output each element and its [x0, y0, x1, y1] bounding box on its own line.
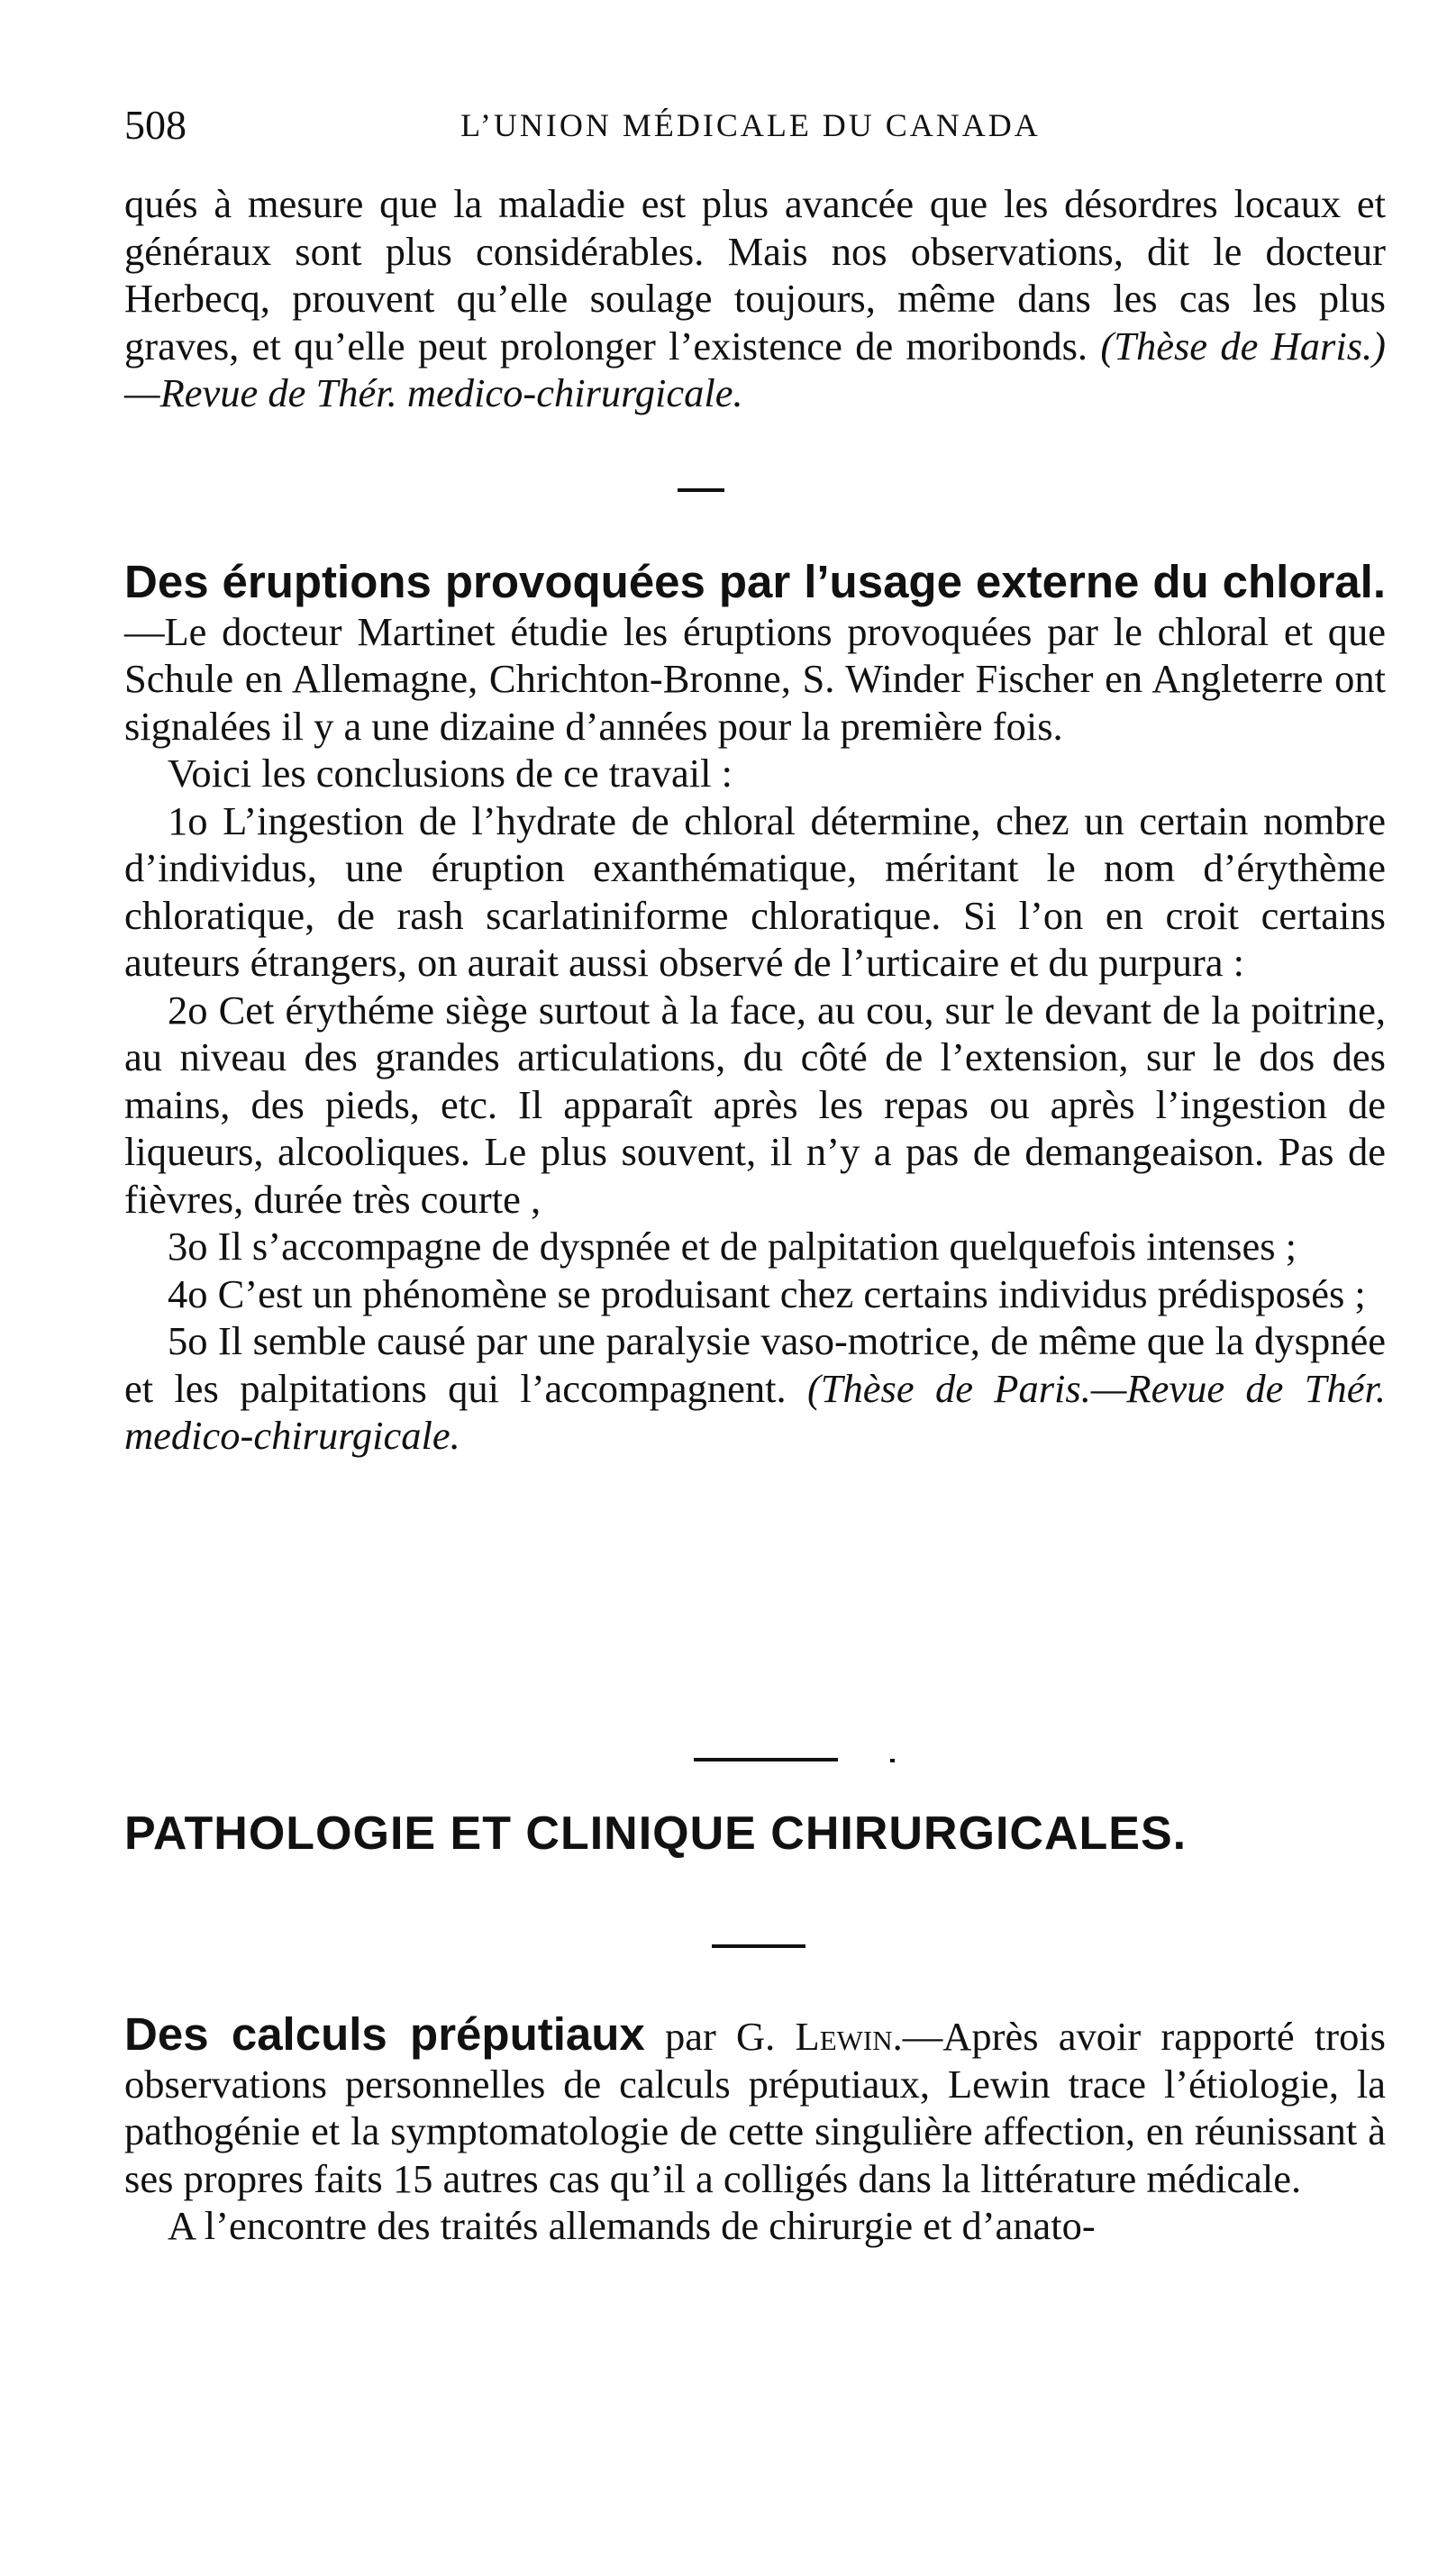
running-title: L’UNION MÉDICALE DU CANADA: [460, 107, 1041, 143]
article-intro: —Après avoir rapporté trois observations personnelles de calculs préputiaux, Lewin trace l’étiologie, la pathogénie et la symptomatologie de cette singulière affection, en réunissant à ses propres faits 15 autres cas qu’il a colligés dans la littérature médicale.: [124, 2014, 1387, 2201]
article-title: Des éruptions provoquées par l’usage externe du chloral.: [124, 556, 1386, 607]
conclusion-item: 5o Il semble causé par une paralysie vaso-motrice, de même que la dyspnée et les palpitations qui l’accompagnent.: [124, 1318, 1386, 1411]
article-paragraph: A l’encontre des traités allemands de chirurgie et d’anato-: [168, 2203, 1096, 2248]
conclusions-lead: Voici les conclusions de ce travail :: [168, 751, 733, 796]
continuation-text: qués à mesure que la maladie est plus avancée que les désordres locaux et généraux sont plus considérables. Mais nos observations, dit le docteur Herbecq, prouvent qu’elle soulage toujours, même dans les cas les plus graves, et qu’elle peut prolonger l’existence de moribonds.: [124, 181, 1386, 369]
article-eruptions: [124, 556, 1387, 1460]
article-intro: —Le docteur Martinet étudie les éruptions provoquées par le chloral et que Schule en Allemagne, Chrichton-Bronne, S. Winder Fischer en Angleterre ont signalées il y a une dizaine d’années pour la première fois.: [124, 608, 1386, 749]
article-citation: (Thèse de Paris.—Revue de Thér. medico-chirurgicale.: [124, 1365, 1387, 1458]
conclusion-item: 4o C’est un phénomène se produisant chez certains individus prédisposés ;: [168, 1270, 1366, 1316]
separator-rule: [712, 1944, 805, 1948]
continuation-paragraph: [124, 180, 1386, 417]
page-header: [124, 101, 1377, 164]
conclusion-item: 3o Il s’accompagne de dyspnée et de palpitation quelquefois intenses ;: [168, 1224, 1297, 1269]
section-rule: [694, 1758, 838, 1761]
article-calculs: [124, 2008, 1387, 2250]
section-heading: PATHOLOGIE ET CLINIQUE CHIRURGICALES.: [124, 1807, 1188, 1860]
article-title: Des calculs préputiaux: [124, 2008, 645, 2060]
article-author: Lewin.: [795, 2014, 903, 2059]
byline-prefix: par G.: [664, 2014, 776, 2059]
section-rule-dot: [890, 1759, 895, 1762]
page-number: 508: [124, 102, 187, 148]
separator-rule: [678, 488, 724, 492]
continuation-citation: (Thèse de Haris.)—Revue de Thér. medico-chirurgicale.: [124, 323, 1386, 415]
conclusion-item: 2o Cet érythéme siège surtout à la face, au cou, sur le devant de la poitrine, au niveau des grandes articulations, du côté de l’extension, sur le dos des mains, des pieds, etc. Il apparaît après les repas ou après l’ingestion de liqueurs, alcooliques. Le plus souvent, il n’y a pas de demangeaison. Pas de fièvres, durée très courte ,: [124, 987, 1386, 1222]
conclusion-item: 1o L’ingestion de l’hydrate de chloral détermine, chez un certain nombre d’individus, une éruption exanthématique, méritant le nom d’érythème chloratique, de rash scarlatiniforme chloratique. Si l’on en croit certains auteurs étrangers, on aurait aussi observé de l’urticaire et du purpura :: [124, 797, 1386, 985]
